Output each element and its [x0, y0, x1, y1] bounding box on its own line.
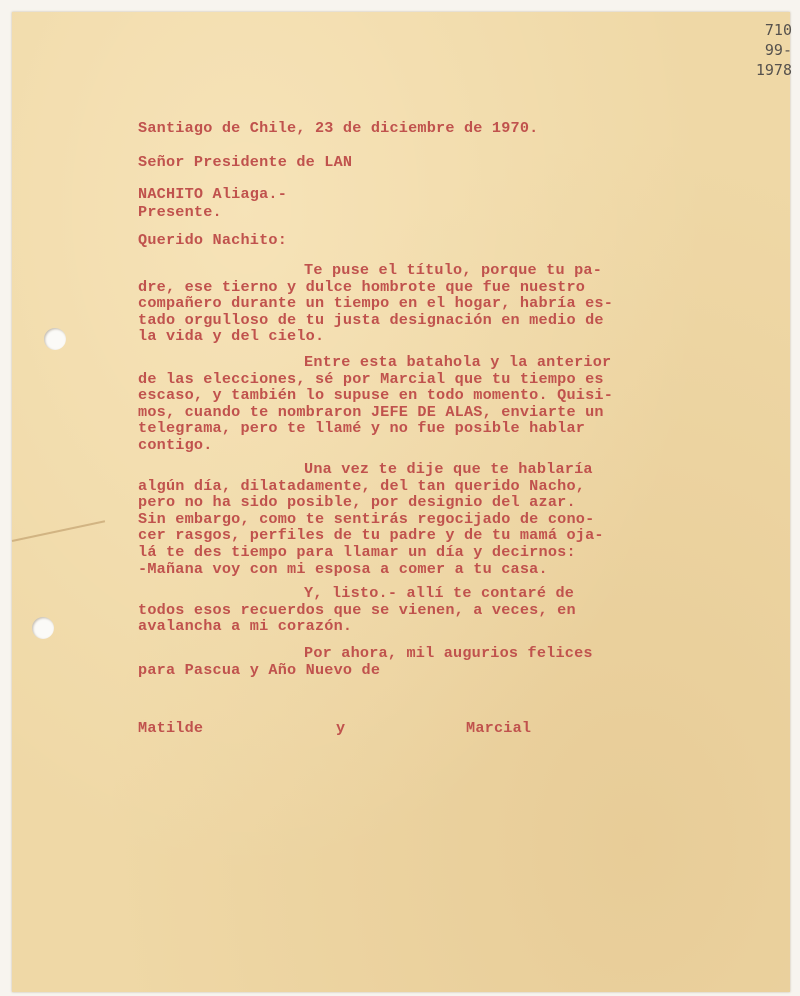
paragraph-line: tado orgulloso de tu justa designación en medio de [138, 310, 604, 329]
paragraph-line: todos esos recuerdos que se vienen, a veces, en [138, 600, 576, 619]
paragraph-line: contigo. [138, 435, 213, 454]
paragraph-line: compañero durante un tiempo en el hogar, habría es- [138, 294, 614, 313]
paragraph-line: algún día, dilatadamente, del tan querido Nacho, [138, 476, 586, 495]
paragraph-line: Y, listo.- allí te contaré de [304, 584, 575, 602]
paragraph-line: Por ahora, mil augurios felices [304, 644, 593, 662]
paragraph-line: -Mañana voy con mi esposa a comer a tu casa. [138, 559, 548, 578]
paragraph-line: Una vez te dije que te hablaría [304, 460, 593, 478]
paragraph-2 [138, 354, 613, 454]
paragraph-line: de las elecciones, sé por Marcial que tu tiempo es [138, 369, 604, 388]
recipient-line-3: Presente. [138, 203, 222, 221]
signature-left: Matilde [138, 719, 204, 737]
paragraph-line: para Pascua y Año Nuevo de [138, 660, 381, 679]
paragraph-3 [138, 461, 604, 577]
recipient-line-1: Señor Presidente de LAN [138, 153, 353, 171]
paragraph-line: lá te des tiempo para llamar un día y decirnos: [138, 542, 576, 561]
paragraph-1 [138, 262, 613, 345]
signature-right: Marcial [466, 719, 532, 737]
paragraph-line: cer rasgos, perfiles de tu padre y de tu mamá ojа- [138, 526, 604, 545]
paragraph-line: pero no ha sido posible, por designio del azar. [138, 493, 576, 512]
paragraph-line: mos, cuando te nombraron JEFE DE ALAS, enviarte un [138, 402, 604, 421]
paragraph-line: dre, ese tierno y dulce hombrote que fue nuestro [138, 277, 586, 296]
paragraph-line: telegrama, pero te llamé y no fue posible hablar [138, 419, 586, 438]
date-line: Santiago de Chile, 23 de diciembre de 1970. [138, 119, 539, 137]
signature-conjunction: y [336, 719, 346, 737]
paragraph-line: Te puse el título, porque tu pa- [304, 261, 603, 279]
paragraph-line: Entre esta batahola y la anterior [304, 353, 612, 371]
greeting: Querido Nachito: [138, 231, 288, 249]
paragraph-5 [138, 645, 593, 678]
archive-number-line-2: 99-1978 [755, 41, 792, 79]
paragraph-4 [138, 585, 576, 635]
paragraph-line: Sin embargo, como te sentirás regocijado de cono- [138, 509, 595, 528]
archive-number-line-1: 710 [764, 21, 792, 39]
paragraph-line: la vida y del cielo. [138, 327, 325, 346]
paragraph-line: escaso, y también lo supuse en todo momento. Quisi- [138, 386, 614, 405]
paragraph-line: avalancha a mi corazón. [138, 617, 353, 636]
recipient-line-2: NACHITO Aliaga.- [138, 185, 288, 203]
